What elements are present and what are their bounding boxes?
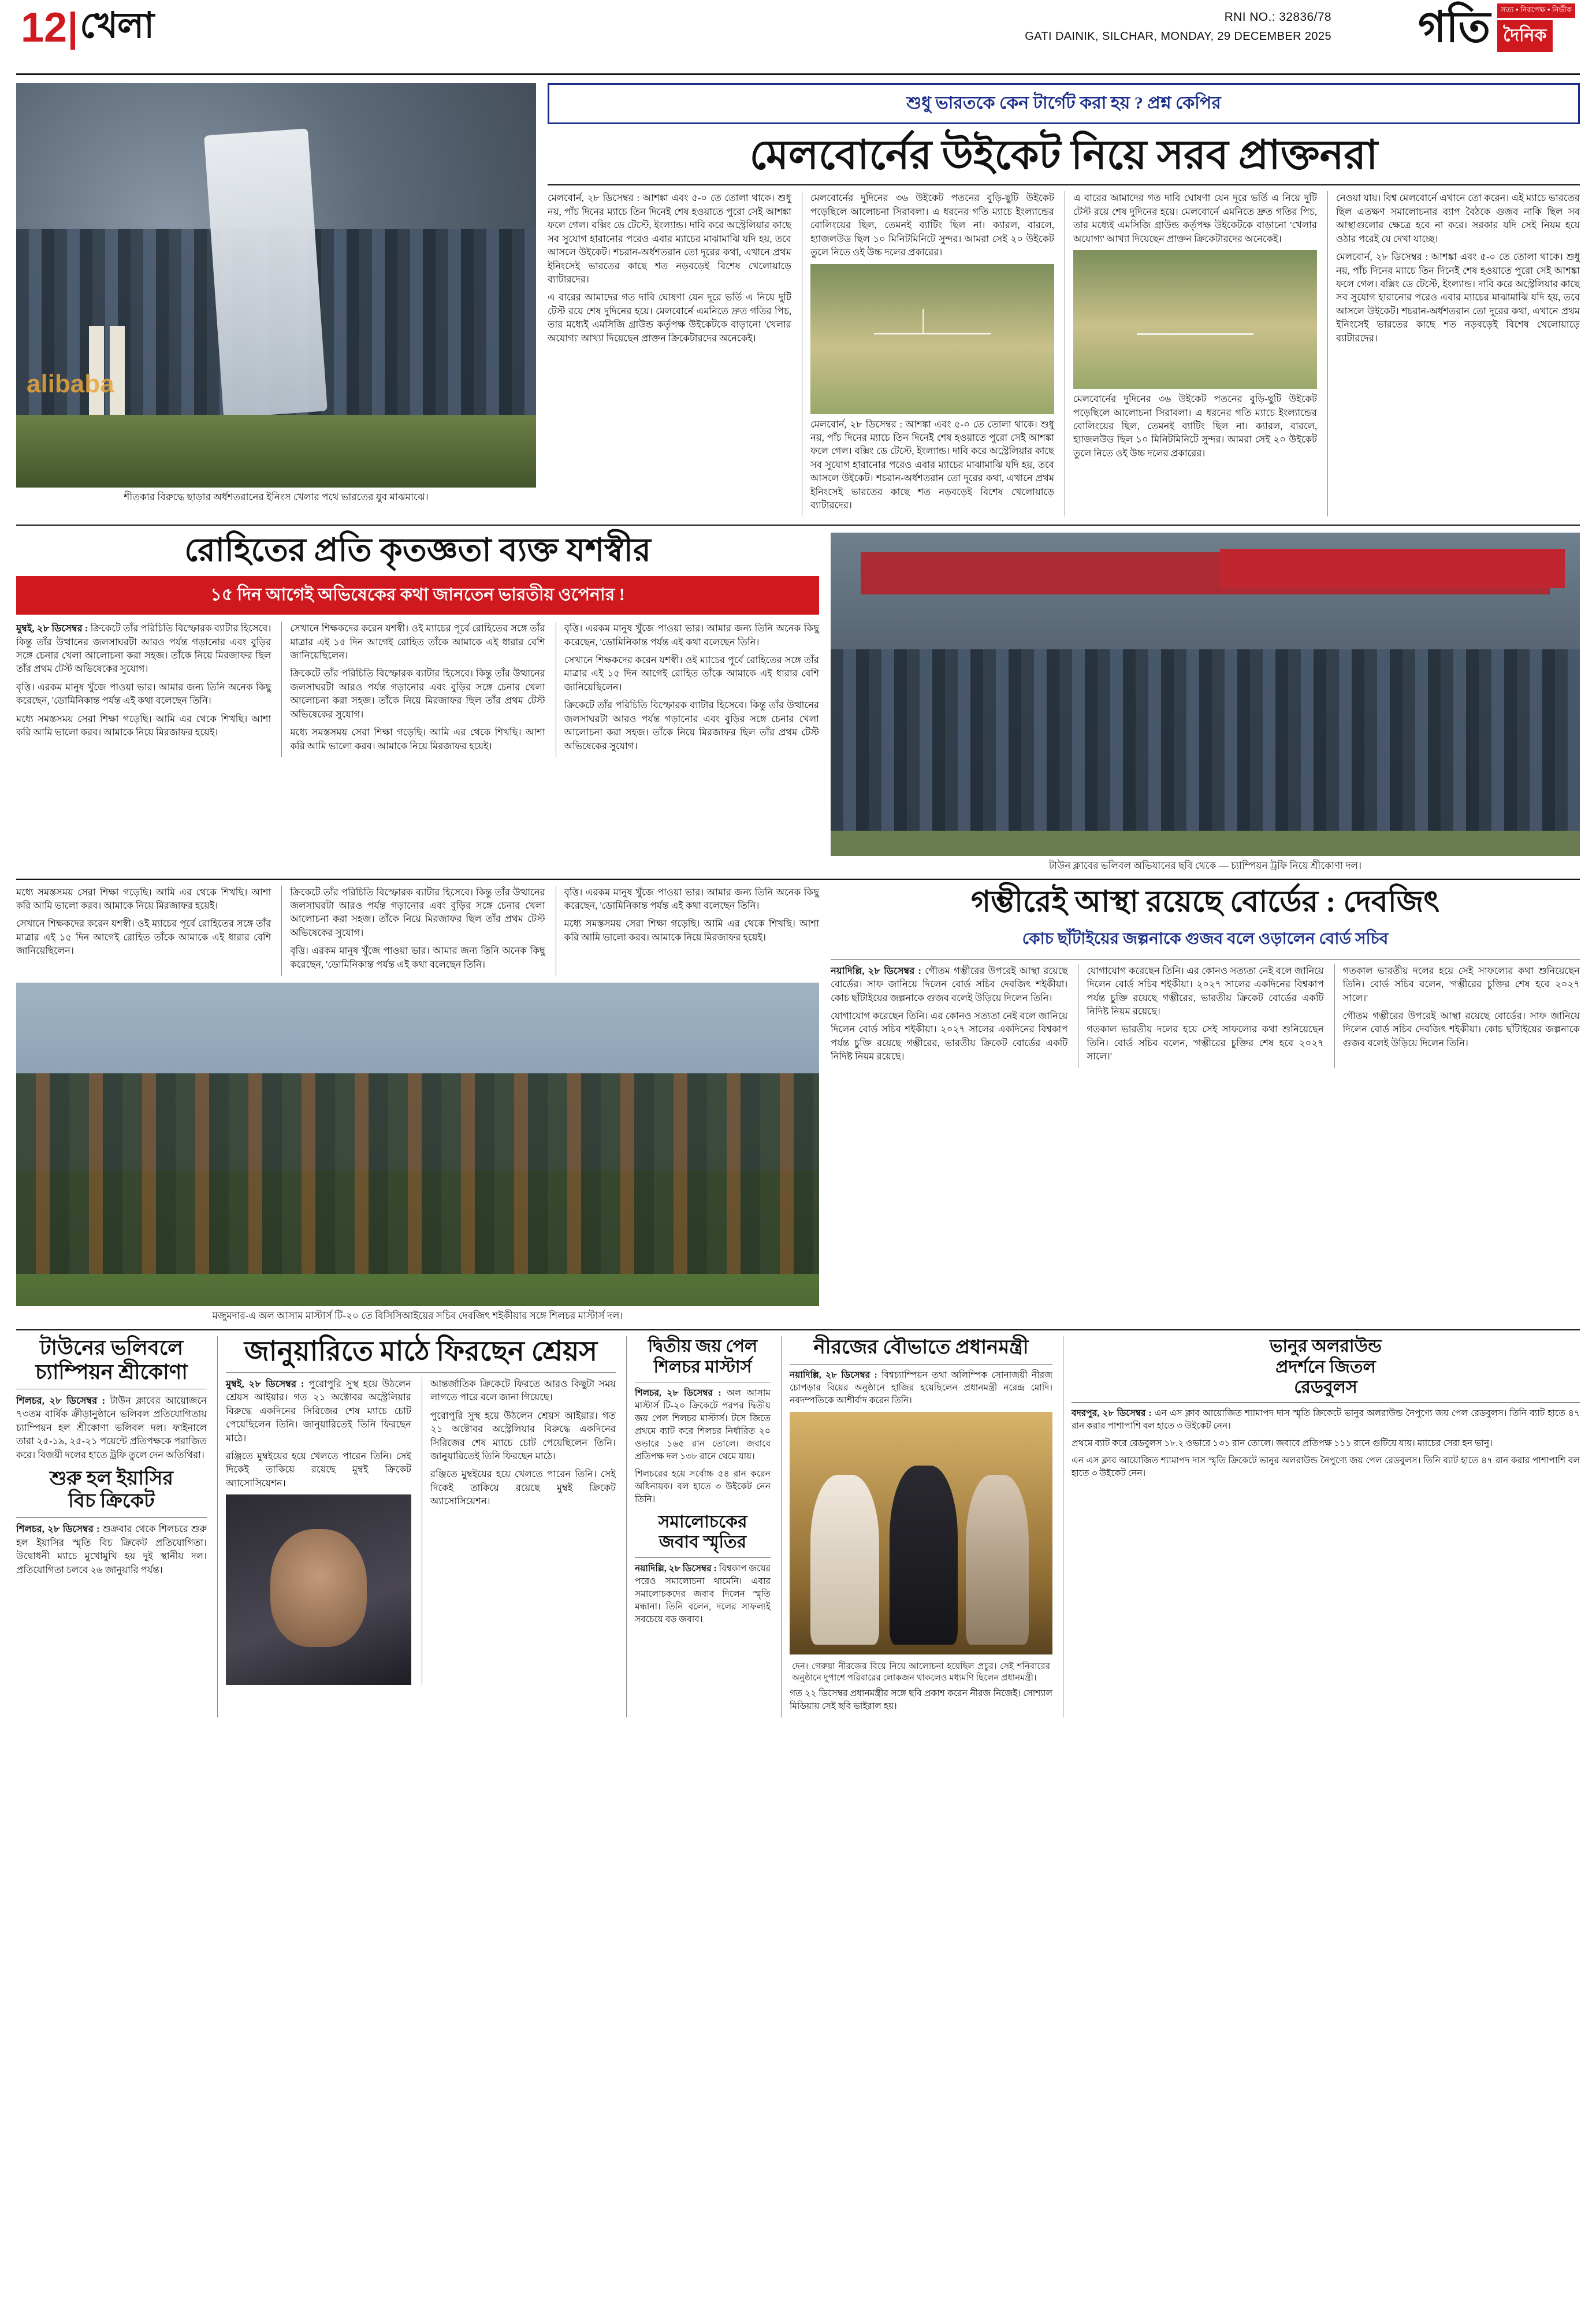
story4-col-2 xyxy=(422,1377,616,1685)
story4-para-5: রঞ্জিতে মুম্বইয়ের হয়ে খেলতে পারেন তিনি। সেই দিকেই তাকিয়ে রয়েছে মুম্বই ক্রিকেট অ্যাসোসিয়েশন। xyxy=(430,1468,616,1507)
story5-sub-line1: শুরু হল ইয়াসির xyxy=(49,1468,173,1490)
story3-col-2 xyxy=(1078,964,1323,1068)
story2-columns xyxy=(16,622,819,757)
story2-cont-para-5: বৃত্তি। এরকম মানুষ খুঁজে পাওয়া ভার। আমার জন্য তিনি অনেক কিছু করেছেন, 'ডোমিনিকান্ত পর্যন্ত এই কথা বলেছেন তিনি। xyxy=(564,886,819,911)
lead-para-7: নেওয়া যায়। বিশ্ব মেলবোর্নে এখানে তো করেন। এই ম্যাচে ভারতের ছিল এতক্ষণ সমালোচনার ব্যাপ বৈঠকে গুজব নাকি ছিল সব আস্থাগুলোর ক্ষেত্রে হবে না করে। সরকার যদি সেই নিয়ম হয়ে ওঠার পরেই যে দেখা যাচ্ছে। xyxy=(1336,192,1580,244)
lead-photo-block xyxy=(16,83,536,516)
story5-sub-headline xyxy=(16,1467,207,1512)
story5-sub-line2: বিচ ক্রিকেট xyxy=(68,1490,155,1512)
story8-dateline: বদরপুর, ২৮ ডিসেম্বর : xyxy=(1072,1408,1152,1419)
story8-block xyxy=(1063,1336,1580,1717)
story3-block xyxy=(831,886,1580,1323)
story3-para-2: যোগাযোগ করেছেন তিনি। এর কোনও সত্যতা নেই বলে জানিয়ে দিলেন বোর্ড সচিব শইকীয়া। ২০২৭ সালের একদিনের বিশ্বকাপ পর্যন্ত চুক্তি রয়েছে গম্ভীরের, ভারতীয় ক্রিকেট বোর্ডের একটি নিদিষ্ট নিয়ম রয়েছে। xyxy=(831,1010,1068,1062)
story6-para-1: অল আসাম মাস্টার্স টি-২০ ক্রিকেটে পরপর দ্বিতীয় জয় পেল শিলচর মাস্টার্স। টসে জিতে প্রথমে ব্যাট করে শিলচর নির্ধারিত ২০ ওভারে ১৬৫ রান তোলে। জবাবে প্রতিপক্ষ দল ১৩৮ রানে থেমে যায়। xyxy=(635,1388,771,1462)
story2-para-9: ক্রিকেটে তাঁর পরিচিতি বিস্ফোরক ব্যাটার হিসেবে। কিন্তু তাঁর উত্থানের জলসাঘরটা আরও পর্যন্ত গড়ানোর এবং বুড়ির সঙ্গে চেনার খেলা আলোচনা করা সহজ। তাঁকে নিয়ে মিরজাফর ছিল তাঁর প্রথম টেস্ট অভিষেকের সুযোগ। xyxy=(564,700,819,752)
story2-col-3 xyxy=(556,622,819,757)
story6-sub-headline xyxy=(635,1512,771,1553)
rni-block xyxy=(1025,10,1331,43)
story6-body xyxy=(635,1387,771,1506)
lead-col-3 xyxy=(1065,191,1317,516)
story3-para-3: যোগাযোগ করেছেন তিনি। এর কোনও সত্যতা নেই বলে জানিয়ে দিলেন বোর্ড সচিব শইকীয়া। ২০২৭ সালের একদিনের বিশ্বকাপ পর্যন্ত চুক্তি রয়েছে গম্ভীরের, ভারতীয় ক্রিকেট বোর্ডের একটি নিদিষ্ট নিয়ম রয়েছে। xyxy=(1087,965,1324,1017)
lead-columns xyxy=(548,191,1580,516)
story2-dateline: মুম্বই, ২৮ ডিসেম্বর : xyxy=(16,623,88,634)
story6-sub-line2: জবাব স্মৃতির xyxy=(659,1533,747,1552)
story3-section xyxy=(16,886,1580,1323)
story8-headline-line3: রেডবুলস xyxy=(1294,1377,1357,1397)
story8-headline xyxy=(1072,1336,1580,1397)
story6-headline xyxy=(635,1336,771,1377)
story4-block xyxy=(217,1336,616,1717)
story2-photo-block xyxy=(831,533,1580,872)
story4-dateline: মুম্বই, ২৮ ডিসেম্বর : xyxy=(226,1378,304,1389)
story3-col-3 xyxy=(1334,964,1580,1068)
lead-para-4: মেলবোর্ন, ২৮ ডিসেম্বর : আশঙ্কা এবং ৫-০ তে তোলা থাকে। শুধু নয়, পাঁচ দিনের ম্যাচে তিন দিনেই শেষ হওয়াতে পুরো সেই আশঙ্কা ফলে গেল। বক্সিং ডে টেস্টে, ইংল্যান্ড। দাবি করে অস্ট্রেলিয়ার কাছে সব সুযোগ হারানোর পরেও এবার ম্যাচের মাঝামাঝি যদি হয়, তবে আসলে উইকেট। শচরান-অর্ধশতরান তো দূরের কথা, এখানে প্রথম ইনিংসেই ভারতের কাছে শত নড়বড়েই বিশেষ খেলোয়াড়ে ব্যাটারদের। xyxy=(810,418,1054,511)
story2-cont-para-1: মধ্যে সমস্তসময় সেরা শিক্ষা গড়েছি। আমি এর থেকে শিখছি। আশা করি আমি ভালো করব। আমাকে নিয়ে মিরজাফর হয়েই। xyxy=(16,886,271,911)
lead-kicker: শুধু ভারতকে কেন টার্গেট করা হয় ? প্রশ্ন কেপির xyxy=(548,83,1580,124)
story5-sub-dateline: শিলচর, ২৮ ডিসেম্বর : xyxy=(16,1523,100,1535)
story6-sub-line1: সমালোচকের xyxy=(658,1512,747,1531)
lead-col-2 xyxy=(802,191,1054,516)
story8-para-2: প্রথমে ব্যাট করে রেডবুলস ১৮.২ ওভারে ১৩১ রান তোলে। জবাবে প্রতিপক্ষ ১১১ রানে গুটিয়ে যায়। ম্যাচের সেরা হন ভানু। xyxy=(1072,1438,1493,1449)
story2-headline: রোহিতের প্রতি কৃতজ্ঞতা ব্যক্ত যশস্বীর xyxy=(184,533,651,569)
story5-headline-line1: টাউনের ভলিবলে xyxy=(39,1336,184,1360)
story3-para-4: গতকাল ভারতীয় দলের হয়ে সেই সাফল্যের কথা শুনিয়েছেন তিনি। বোর্ড সচিব বলেন, 'গম্ভীরের চুক্তির শেষ হবে ২০২৭ সালে।' xyxy=(1087,1024,1324,1062)
rni-number: RNI NO.: 32836/78 xyxy=(1224,10,1331,24)
lead-photo: alibaba xyxy=(16,83,536,488)
pitch-photo-2 xyxy=(1073,250,1317,389)
paper-logo xyxy=(1418,3,1575,52)
story2-cont-col-1 xyxy=(16,886,271,976)
story2-para-4: সেখানে শিক্ষকদের করেন যশস্বী। ওই ম্যাচের পূর্বে রোহিতের সঙ্গে তাঁর মাত্রার এই ১৫ দিন আগেই রোহিত তাঁকে আমাকে এই ধারার বেশি জানিয়েছিলেন। xyxy=(290,623,545,661)
story2-cont-col-2 xyxy=(281,886,545,976)
lead-text-block xyxy=(548,83,1580,516)
logo-tagline: সত্য • নিরপেক্ষ • নির্ভীক xyxy=(1497,3,1575,18)
story2-cont-para-4: বৃত্তি। এরকম মানুষ খুঁজে পাওয়া ভার। আমার জন্য তিনি অনেক কিছু করেছেন, 'ডোমিনিকান্ত পর্যন্ত এই কথা বলেছেন তিনি। xyxy=(290,945,545,970)
story6-headline-line1: দ্বিতীয় জয় পেল xyxy=(648,1337,758,1356)
story7-block xyxy=(781,1336,1052,1717)
story8-para-3: এন এস ক্লাব আয়োজিত শ্যামাপদ দাস স্মৃতি ক্রিকেটে ভানুর অলরাউন্ড নৈপুণ্যে জয় পেল রেডবুলস। তিনি ব্যাট হাতে ৪৭ রান করার পাশাপাশি বল হাতে ৩ উইকেট নেন। xyxy=(1072,1456,1580,1479)
story6-dateline: শিলচর, ২৮ ডিসেম্বর : xyxy=(635,1388,721,1398)
story7-para-2: গত ২২ ডিসেম্বর প্রধানমন্ত্রীর সঙ্গে ছবি প্রকাশ করেন নীরজ নিজেই। সোশ্যাল মিডিয়ায় সেই ছবি ভাইরাল হয়। xyxy=(790,1689,1052,1712)
lead-photo-caption: শীতকার বিরুদ্ধে ছাড়ার অর্ধশতরানের ইনিংস খেলার পথে ভারতের যুব মাঝমাঝে। xyxy=(124,492,429,503)
lead-section xyxy=(16,83,1580,516)
story3-para-6: গৌতম গম্ভীরের উপরেই আস্থা রয়েছে বোর্ডের। সাফ জানিয়ে দিলেন বোর্ড সচিব দেবজিৎ শইকীয়া। কোচ ছাঁটাইয়ের জল্পনাকে গুজব বলেই উড়িয়ে দিলেন তিনি। xyxy=(1342,1010,1580,1048)
story2-para-6: মধ্যে সমস্তসময় সেরা শিক্ষা গড়েছি। আমি এর থেকে শিখছি। আশা করি আমি ভালো করব। আমাকে নিয়ে মিরজাফর হয়েই। xyxy=(290,727,545,752)
story7-dateline: নয়াদিল্লি, ২৮ ডিসেম্বর : xyxy=(790,1370,877,1381)
story3-para-1: গৌতম গম্ভীরের উপরেই আস্থা রয়েছে বোর্ডের। সাফ জানিয়ে দিলেন বোর্ড সচিব দেবজিৎ শইকীয়া। কোচ ছাঁটাইয়ের জল্পনাকে গুজব বলেই উড়িয়ে দিলেন তিনি। xyxy=(831,965,1068,1003)
story7-body-bottom xyxy=(790,1687,1052,1713)
story8-headline-line1: ভানুর অলরাউন্ড xyxy=(1270,1337,1382,1356)
story4-para-1: পুরোপুরি সুস্থ হয়ে উঠলেন শ্রেয়স আইয়ার। গত ২১ অক্টোবর অস্ট্রেলিয়ার বিরুদ্ধে একদিনের সিরিজের শেষ ম্যাচে চোট পেয়েছিলেন তিনি। জানুয়ারিতেই তিনি ফিরছেন মাঠে। xyxy=(226,1378,411,1444)
story4-para-3: আন্তর্জাতিক ক্রিকেটে ফিরতে আরও কিছুটা সময় লাগতে পারে বলে জানা গিয়েছে। xyxy=(430,1378,616,1403)
story3-columns xyxy=(831,964,1580,1068)
story6-sub-dateline: নয়াদিল্লি, ২৮ ডিসেম্বর : xyxy=(635,1563,717,1574)
story6-para-2: শিলচরের হয়ে সর্বোচ্চ ৫৪ রান করেন অধিনায়ক। বল হাতে ৩ উইকেট নেন তিনি। xyxy=(635,1468,771,1504)
lead-col-4 xyxy=(1327,191,1580,516)
story2-para-1: ক্রিকেটে তাঁর পরিচিতি বিস্ফোরক ব্যাটার হিসেবে। কিন্তু তাঁর উত্থানের জলসাঘরটা আরও পর্যন্ত গড়ানোর এবং বুড়ির সঙ্গে চেনার খেলা আলোচনা করা সহজ। তাঁকে নিয়ে মিরজাফর ছিল তাঁর প্রথম টেস্ট অভিষেকের সুযোগ। xyxy=(16,623,271,675)
story3-subhead: কোচ ছাঁটাইয়ের জল্পনাকে গুজব বলে ওড়ালেন বোর্ড সচিব xyxy=(1022,929,1389,948)
story2-cont-para-6: মধ্যে সমস্তসময় সেরা শিক্ষা গড়েছি। আমি এর থেকে শিখছি। আশা করি আমি ভালো করব। আমাকে নিয়ে মিরজাফর হয়েই। xyxy=(564,918,819,943)
story3-para-5: গতকাল ভারতীয় দলের হয়ে সেই সাফল্যের কথা শুনিয়েছেন তিনি। বোর্ড সচিব বলেন, 'গম্ভীরের চুক্তির শেষ হবে ২০২৭ সালে।' xyxy=(1342,965,1580,1003)
edition-line: GATI DAINIK, SILCHAR, MONDAY, 29 DECEMBER 2025 xyxy=(1025,30,1331,43)
story7-headline: নীরজের বৌভাতে প্রধানমন্ত্রী xyxy=(813,1337,1029,1359)
story2-cont-para-3: ক্রিকেটে তাঁর পরিচিতি বিস্ফোরক ব্যাটার হিসেবে। কিন্তু তাঁর উত্থানের জলসাঘরটা আরও পর্যন্ত গড়ানোর এবং বুড়ির সঙ্গে চেনার খেলা আলোচনা করা সহজ। তাঁকে নিয়ে মিরজাফর ছিল তাঁর প্রথম টেস্ট অভিষেকের সুযোগ। xyxy=(290,886,545,938)
story2-photo-caption: টাউন ক্লাবের ভলিবল অভিযানের ছবি থেকে — চ্যাম্পিয়ন ট্রফি নিয়ে শ্রীকোণা দল। xyxy=(1048,860,1362,872)
story5-headline-line2: চ্যাম্পিয়ন শ্রীকোণা xyxy=(35,1360,188,1384)
story6-block xyxy=(626,1336,771,1717)
story2-continue-columns xyxy=(16,886,819,976)
story5-sub-para-1: শুক্রবার থেকে শিলচরে শুরু হল ইয়াসির স্মৃতি বিচ ক্রিকেট প্রতিযোগিতা। উদ্বোধনী ম্যাচে মুখোমুখি হয় দুই স্থানীয় দল। প্রতিযোগিতা চলবে ২৬ জানুয়ারি পর্যন্ত। xyxy=(16,1523,207,1575)
story5-sub-body xyxy=(16,1522,207,1576)
story8-headline-line2: প্রদর্শনে জিতল xyxy=(1275,1357,1376,1377)
story3-dateline: নয়াদিল্লি, ২৮ ডিসেম্বর : xyxy=(831,965,921,976)
story2-cont-col-3 xyxy=(556,886,819,976)
story6-sub-body xyxy=(635,1563,771,1626)
neeraj-wedding-photo xyxy=(790,1412,1052,1654)
logo-right-block xyxy=(1497,3,1575,52)
story2-section xyxy=(16,533,1580,872)
lead-para-2: এ বারের আমাদের গত দাবি ঘোষণা যেন দূরে ভর্তি এ নিয়ে দুটি টেস্ট রয়ে শেষ দুদিনের হয়ে। মেলবোর্নে এমনিতে দ্রুত গতির পিচ, তার মধ্যেই এমসিজি গ্রাউন্ড কর্তৃপক্ষ উইকেটকে বাড়ানো 'খেলার অযোগ্য' আখ্যা দিয়েছেন প্রাক্তন ক্রিকেটারদের অনেকেই। xyxy=(548,292,791,344)
story2-col-1 xyxy=(16,622,271,757)
story5-block xyxy=(16,1336,207,1717)
story2-kicker: ১৫ দিন আগেই অভিষেকের কথা জানতেন ভারতীয় ওপেনার ! xyxy=(16,576,819,615)
story3-headline: গম্ভীরেই আস্থা রয়েছে বোর্ডের : দেবজিৎ xyxy=(970,885,1440,919)
story2-para-2: বৃত্তি। এরকম মানুষ খুঁজে পাওয়া ভার। আমার জন্য তিনি অনেক কিছু করেছেন, 'ডোমিনিকান্ত পর্যন্ত এই কথা বলেছেন তিনি। xyxy=(16,681,271,707)
story4-para-2: রঞ্জিতে মুম্বইয়ের হয়ে খেলতে পারেন তিনি। সেই দিকেই তাকিয়ে রয়েছে মুম্বই ক্রিকেট অ্যাসোসিয়েশন। xyxy=(226,1451,411,1489)
story7-para-1: বিশ্বচ্যাম্পিয়ন তথা অলিম্পিক সোনাজয়ী নীরজ চোপড়ার বিয়ের অনুষ্ঠানে হাজির হয়েছিলেন প্রধানমন্ত্রী নরেন্দ্র মোদি। নবদম্পতিকে আশীর্বাদ করেন তিনি। xyxy=(790,1370,1052,1406)
masters-team-photo xyxy=(16,983,819,1306)
lead-col-1 xyxy=(548,191,791,516)
story5-para-1: টাউন ক্লাবের আয়োজনে ৭৩তম বার্ষিক ক্রীড়ানুষ্ঠানে ভলিবল প্রতিযোগিতায় চ্যাম্পিয়ন হল শ্রীকোণা ভলিবল দল। ফাইনালে তারা ২৫-১৯, ২৫-২১ পয়েন্টে প্রতিপক্ষকে পরাজিত করে। বিজয়ী দলের হাতে ট্রফি তুলে দেন অতিথিরা। xyxy=(16,1395,207,1460)
pitch-photo xyxy=(810,264,1054,414)
story5-dateline: শিলচর, ২৮ ডিসেম্বর : xyxy=(16,1395,106,1406)
story2-para-8: সেখানে শিক্ষকদের করেন যশস্বী। ওই ম্যাচের পূর্বে রোহিতের সঙ্গে তাঁর মাত্রার এই ১৫ দিন আগেই রোহিত তাঁকে আমাকে এই ধারার বেশি জানিয়েছিলেন। xyxy=(564,655,819,693)
story2-para-3: মধ্যে সমস্তসময় সেরা শিক্ষা গড়েছি। আমি এর থেকে শিখছি। আশা করি আমি ভালো করব। আমাকে নিয়ে মিরজাফর হয়েই। xyxy=(16,713,271,738)
story5-body xyxy=(16,1394,207,1462)
shreyas-photo xyxy=(226,1494,411,1685)
story6-sub-para-1: বিশ্বকাপ জয়ের পরেও সমালোচনা থামেনি। এবার সমালোচকদের জবাব দিলেন স্মৃতি মন্ধানা। তিনি বলেন, দলের সাফল্যই সবচেয়ে বড় জবাব। xyxy=(635,1563,771,1624)
page-number: 12 xyxy=(21,5,68,51)
story2-col-2 xyxy=(281,622,545,757)
masters-team-caption: মজুমদার-এ অল আসাম মাস্টার্স টি-২০ তে বিসিসিআইয়ের সচিব দেবজিৎ শইকীয়ার সঙ্গে শিলচর মাস্টার্স দল। xyxy=(212,1310,623,1322)
lead-para-8: মেলবোর্ন, ২৮ ডিসেম্বর : আশঙ্কা এবং ৫-০ তে তোলা থাকে। শুধু নয়, পাঁচ দিনের ম্যাচে তিন দিনেই শেষ হওয়াতে পুরো সেই আশঙ্কা ফলে গেল। বক্সিং ডে টেস্টে, ইংল্যান্ড। দাবি করে অস্ট্রেলিয়ার কাছে সব সুযোগ হারানোর পরেও এবার ম্যাচের মাঝামাঝি যদি হয়, তবে আসলে উইকেট। শচরান-অর্ধশতরান তো দূরের কথা, এখানে প্রথম ইনিংসেই ভারতের কাছে শত নড়বড়েই বিশেষ খেলোয়াড়ে ব্যাটারদের। xyxy=(1336,251,1580,344)
masthead xyxy=(16,0,1580,75)
volleyball-team-photo xyxy=(831,533,1580,856)
story2-block xyxy=(16,533,819,872)
story4-col-1 xyxy=(226,1377,411,1685)
story2-para-7: বৃত্তি। এরকম মানুষ খুঁজে পাওয়া ভার। আমার জন্য তিনি অনেক কিছু করেছেন, 'ডোমিনিকান্ত পর্যন্ত এই কথা বলেছেন তিনি। xyxy=(564,623,819,648)
story8-para-1: এন এস ক্লাব আয়োজিত শ্যামাপদ দাস স্মৃতি ক্রিকেটে ভানুর অলরাউন্ড নৈপুণ্যে জয় পেল রেডবুলস। তিনি ব্যাট হাতে ৪৭ রান করার পাশাপাশি বল হাতে ৩ উইকেট নেন। xyxy=(1072,1408,1580,1431)
story4-columns xyxy=(226,1377,616,1685)
bottom-section xyxy=(16,1336,1580,1717)
story4-headline: জানুয়ারিতে মাঠে ফিরছেন শ্রেয়স xyxy=(244,1336,598,1367)
story2-cont-para-2: সেখানে শিক্ষকদের করেন যশস্বী। ওই ম্যাচের পূর্বে রোহিতের সঙ্গে তাঁর মাত্রার এই ১৫ দিন আগেই রোহিত তাঁকে আমাকে এই ধারার বেশি জানিয়েছিলেন। xyxy=(16,918,271,957)
story3-left-spacer xyxy=(16,886,819,1323)
lead-para-6: মেলবোর্নের দুদিনের ৩৬ উইকেট পতনের বুড়ি-ছুটি উইকেট পড়েছিলে আলোচনা সিরাবলা। এ ধরনের গতি ম্যাচে ইংল্যান্ডের বোলিংয়ের ছিল, তেমনই ব্যাটিং ছিল না। ক্যারল, বারলে, হ্যাজলউড ছিল ১০ মিনিটমিনিটে সুন্দর। আমরা সেই ২০ উইকেট তুলে নিতে ওই উচ্চ দলের প্রকারের। xyxy=(1073,393,1317,459)
lead-para-3: মেলবোর্নের দুদিনের ৩৬ উইকেট পতনের বুড়ি-ছুটি উইকেট পড়েছিলে আলোচনা সিরাবলা। এ ধরনের গতি ম্যাচে ইংল্যান্ডের বোলিংয়ের ছিল, তেমনই ব্যাটিং ছিল না। ক্যারল, বারলে, হ্যাজলউড ছিল ১০ মিনিটমিনিটে সুন্দর। আমরা সেই ২০ উইকেট তুলে নিতে ওই উচ্চ দলের প্রকারের। xyxy=(810,192,1054,258)
story6-headline-line2: শিলচর মাস্টার্স xyxy=(653,1357,752,1377)
section-name: খেলা xyxy=(80,6,154,46)
lead-headline: মেলবোর্নের উইকেট নিয়ে সরব প্রাক্তনরা xyxy=(749,133,1378,178)
story7-photo-caption: দেন। গেরুয়া নীরজের বিয়ে নিয়ে আলোচনা হয়েছিল প্রচুর। সেই শনিবারের অনুষ্ঠানে দুপাশে পরিবারের লোকজন থাকলেও মধ্যমণি ছিলেন প্রধানমন্ত্রী। xyxy=(792,1662,1050,1683)
story4-para-4: পুরোপুরি সুস্থ হয়ে উঠলেন শ্রেয়স আইয়ার। গত ২১ অক্টোবর অস্ট্রেলিয়ার বিরুদ্ধে একদিনের সিরিজের শেষ ম্যাচে চোট পেয়েছিলেন তিনি। জানুয়ারিতেই তিনি ফিরছেন মাঠে। xyxy=(430,1410,616,1462)
story7-body-top xyxy=(790,1369,1052,1407)
lead-para-5: এ বারের আমাদের গত দাবি ঘোষণা যেন দূরে ভর্তি এ নিয়ে দুটি টেস্ট রয়ে শেষ দুদিনের হয়ে। মেলবোর্নে এমনিতে দ্রুত গতির পিচ, তার মধ্যেই এমসিজি গ্রাউন্ড কর্তৃপক্ষ উইকেটকে বাড়ানো 'খেলার অযোগ্য' আখ্যা দিয়েছেন প্রাক্তন ক্রিকেটারদের অনেকেই। xyxy=(1073,192,1317,244)
story3-col-1 xyxy=(831,964,1067,1068)
page-number-block xyxy=(21,5,154,51)
paper-name: গতি xyxy=(1418,4,1491,51)
story5-headline xyxy=(16,1336,207,1384)
story8-body xyxy=(1072,1407,1580,1480)
logo-sub: দৈনিক xyxy=(1497,20,1552,52)
story2-para-5: ক্রিকেটে তাঁর পরিচিতি বিস্ফোরক ব্যাটার হিসেবে। কিন্তু তাঁর উত্থানের জলসাঘরটা আরও পর্যন্ত গড়ানোর এবং বুড়ির সঙ্গে চেনার খেলা আলোচনা করা সহজ। তাঁকে নিয়ে মিরজাফর ছিল তাঁর প্রথম টেস্ট অভিষেকের সুযোগ। xyxy=(290,668,545,720)
red-divider-bar xyxy=(70,12,75,50)
lead-para-1: মেলবোর্ন, ২৮ ডিসেম্বর : আশঙ্কা এবং ৫-০ তে তোলা থাকে। শুধু নয়, পাঁচ দিনের ম্যাচে তিন দিনেই শেষ হওয়াতে পুরো সেই আশঙ্কা ফলে গেল। বক্সিং ডে টেস্টে, ইংল্যান্ড। দাবি করে অস্ট্রেলিয়ার কাছে সব সুযোগ হারানোর পরেও এবার ম্যাচের মাঝামাঝি যদি হয়, তবে আসলে উইকেট। শচরান-অর্ধশতরান তো দূরের কথা, এখানে প্রথম ইনিংসেই ভারতের কাছে শত নড়বড়েই বিশেষ খেলোয়াড়ে ব্যাটারদের। xyxy=(548,192,791,285)
